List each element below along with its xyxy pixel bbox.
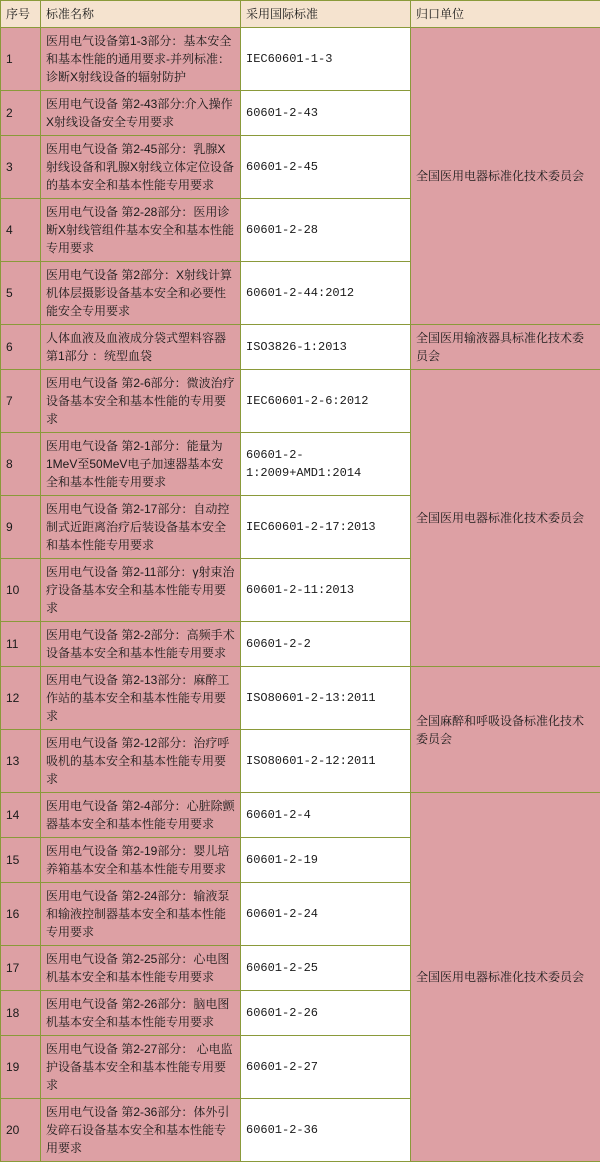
cell-index: 11	[1, 622, 41, 667]
cell-international-standard: 60601-2-1:2009+AMD1:2014	[241, 433, 411, 496]
table-row	[1, 325, 600, 370]
cell-index: 16	[1, 883, 41, 946]
cell-index: 8	[1, 433, 41, 496]
column-header-org: 归口单位	[411, 1, 600, 28]
cell-international-standard: 60601-2-28	[241, 199, 411, 262]
cell-standard-name: 医用电气设备 第2部分：X射线计算机体层摄影设备基本安全和必要性能安全专用要求	[41, 262, 241, 325]
cell-international-standard: 60601-2-19	[241, 838, 411, 883]
cell-organization: 全国麻醉和呼吸设备标准化技术委员会	[411, 667, 600, 793]
cell-index: 7	[1, 370, 41, 433]
cell-standard-name: 医用电气设备 第2-12部分：治疗呼吸机的基本安全和基本性能专用要求	[41, 730, 241, 793]
cell-index: 15	[1, 838, 41, 883]
cell-standard-name: 医用电气设备 第2-27部分： 心电监护设备基本安全和基本性能专用要求	[41, 1036, 241, 1099]
cell-standard-name: 医用电气设备第1-3部分：基本安全和基本性能的通用要求-并列标准：诊断X射线设备的辐射防护	[41, 28, 241, 91]
cell-international-standard: 60601-2-43	[241, 91, 411, 136]
cell-international-standard: 60601-2-24	[241, 883, 411, 946]
column-header-intl: 采用国际标准	[241, 1, 411, 28]
cell-standard-name: 医用电气设备 第2-2部分：高频手术设备基本安全和基本性能专用要求	[41, 622, 241, 667]
cell-standard-name: 医用电气设备 第2-45部分：乳腺X射线设备和乳腺X射线立体定位设备的基本安全和基本性能专用要求	[41, 136, 241, 199]
cell-international-standard: 60601-2-11:2013	[241, 559, 411, 622]
cell-international-standard: 60601-2-25	[241, 946, 411, 991]
table-row	[1, 667, 600, 730]
cell-standard-name: 医用电气设备 第2-25部分：心电图机基本安全和基本性能专用要求	[41, 946, 241, 991]
cell-index: 5	[1, 262, 41, 325]
cell-standard-name: 医用电气设备 第2-19部分：婴儿培养箱基本安全和基本性能专用要求	[41, 838, 241, 883]
cell-index: 9	[1, 496, 41, 559]
cell-organization: 全国医用输液器具标准化技术委员会	[411, 325, 600, 370]
cell-international-standard: ISO80601-2-12:2011	[241, 730, 411, 793]
table-row	[1, 28, 600, 91]
cell-index: 17	[1, 946, 41, 991]
cell-standard-name: 医用电气设备 第2-1部分：能量为1MeV至50MeV电子加速器基本安全和基本性能专用要求	[41, 433, 241, 496]
table-header	[1, 1, 600, 28]
cell-international-standard: IEC60601-2-17:2013	[241, 496, 411, 559]
cell-standard-name: 医用电气设备 第2-4部分：心脏除颤器基本安全和基本性能专用要求	[41, 793, 241, 838]
header-row	[1, 1, 600, 28]
cell-index: 2	[1, 91, 41, 136]
cell-index: 12	[1, 667, 41, 730]
cell-index: 18	[1, 991, 41, 1036]
cell-index: 3	[1, 136, 41, 199]
cell-organization: 全国医用电器标准化技术委员会	[411, 793, 600, 1162]
cell-standard-name: 人体血液及血液成分袋式塑料容器第1部分 ：统型血袋	[41, 325, 241, 370]
cell-international-standard: 60601-2-4	[241, 793, 411, 838]
cell-organization: 全国医用电器标准化技术委员会	[411, 370, 600, 667]
cell-international-standard: ISO80601-2-13:2011	[241, 667, 411, 730]
cell-standard-name: 医用电气设备 第2-24部分：输液泵和输液控制器基本安全和基本性能专用要求	[41, 883, 241, 946]
cell-standard-name: 医用电气设备 第2-6部分：微波治疗设备基本安全和基本性能的专用要求	[41, 370, 241, 433]
cell-index: 1	[1, 28, 41, 91]
column-header-name: 标准名称	[41, 1, 241, 28]
cell-international-standard: 60601-2-44:2012	[241, 262, 411, 325]
cell-international-standard: IEC60601-2-6:2012	[241, 370, 411, 433]
column-header-no: 序号	[1, 1, 41, 28]
cell-standard-name: 医用电气设备 第2-43部分:介入操作X射线设备安全专用要求	[41, 91, 241, 136]
cell-organization: 全国医用电器标准化技术委员会	[411, 28, 600, 325]
cell-international-standard: 60601-2-2	[241, 622, 411, 667]
table-row	[1, 793, 600, 838]
cell-standard-name: 医用电气设备 第2-17部分：自动控制式近距离治疗后装设备基本安全和基本性能专用要求	[41, 496, 241, 559]
table-row	[1, 370, 600, 433]
cell-index: 19	[1, 1036, 41, 1099]
cell-index: 6	[1, 325, 41, 370]
cell-international-standard: 60601-2-26	[241, 991, 411, 1036]
table-body	[1, 28, 600, 1162]
cell-international-standard: 60601-2-27	[241, 1036, 411, 1099]
cell-standard-name: 医用电气设备 第2-11部分：γ射束治疗设备基本安全和基本性能专用要求	[41, 559, 241, 622]
cell-index: 4	[1, 199, 41, 262]
cell-index: 13	[1, 730, 41, 793]
cell-index: 10	[1, 559, 41, 622]
cell-standard-name: 医用电气设备 第2-36部分：体外引发碎石设备基本安全和基本性能专用要求	[41, 1099, 241, 1162]
cell-standard-name: 医用电气设备 第2-28部分：医用诊断X射线管组件基本安全和基本性能专用要求	[41, 199, 241, 262]
cell-standard-name: 医用电气设备 第2-13部分：麻醉工作站的基本安全和基本性能专用要求	[41, 667, 241, 730]
cell-international-standard: 60601-2-36	[241, 1099, 411, 1162]
cell-international-standard: ISO3826-1:2013	[241, 325, 411, 370]
cell-international-standard: IEC60601-1-3	[241, 28, 411, 91]
cell-international-standard: 60601-2-45	[241, 136, 411, 199]
cell-index: 20	[1, 1099, 41, 1162]
cell-standard-name: 医用电气设备 第2-26部分：脑电图机基本安全和基本性能专用要求	[41, 991, 241, 1036]
cell-index: 14	[1, 793, 41, 838]
